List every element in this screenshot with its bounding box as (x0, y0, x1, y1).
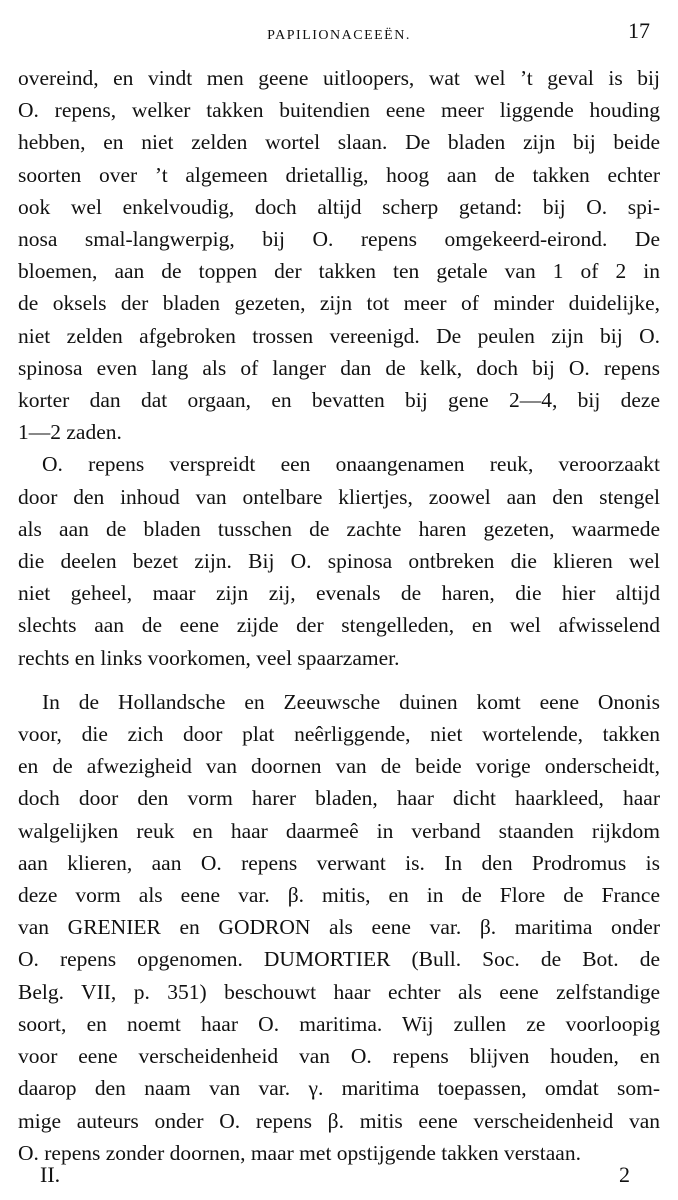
text-line: nosa smal-langwerpig, bij O. repens omgekeerd-eirond. De (18, 227, 660, 252)
text-line: voor eene verscheidenheid van O. repens blijven houden, en (18, 1044, 660, 1069)
text-line: rechts en links voorkomen, veel spaarzamer. (18, 645, 400, 670)
signature-mark: II. (40, 1162, 61, 1187)
text-line: die deelen bezet zijn. Bij O. spinosa ontbreken die klieren wel (18, 549, 660, 574)
text-line: 1—2 zaden. (18, 420, 122, 445)
text-line: deze vorm als eene var. β. mitis, en in de Flore de France (18, 883, 660, 908)
text-line: hebben, en niet zelden wortel slaan. De bladen zijn bij beide (18, 130, 660, 155)
page-footer (0, 1162, 678, 1192)
page-header (18, 14, 660, 44)
text-line: door den inhoud van ontelbare kliertjes, zoowel aan den stengel (18, 484, 660, 509)
text-line: soorten over ’t algemeen drietallig, hoog aan de takken echter (18, 162, 660, 187)
paragraph-3 (18, 686, 660, 1169)
text-line: slechts aan de eene zijde der stengelleden, en wel afwisselend (18, 613, 660, 638)
text-line: niet geheel, maar zijn zij, evenals de haren, die hier altijd (18, 581, 660, 606)
text-line: Belg. VII, p. 351) beschouwt haar echter als eene zelfstandige (18, 979, 660, 1004)
text-line: bloemen, aan de toppen der takken ten getale van 1 of 2 in (18, 259, 660, 284)
text-line: O. repens opgenomen. DUMORTIER (Bull. Soc. de Bot. de (18, 947, 660, 972)
text-line: overeind, en vindt men geene uitloopers, wat wel ’t geval is bij (18, 66, 660, 90)
text-line: In de Hollandsche en Zeeuwsche duinen komt eene Ononis (42, 689, 660, 714)
text-line: voor, die zich door plat neêrliggende, niet wortelende, takken (18, 722, 660, 747)
text-line: doch door den vorm harer bladen, haar dicht haarkleed, haar (18, 786, 660, 811)
text-line: niet zelden afgebroken trossen vereenigd. De peulen zijn bij O. (18, 323, 660, 348)
text-line: walgelijken reuk en haar daarmeê in verband staanden rijkdom (18, 818, 660, 843)
paragraph-1 (18, 62, 660, 448)
text-line: en de afwezigheid van doornen van de beide vorige onderscheidt, (18, 754, 660, 779)
text-line: als aan de bladen tusschen de zachte haren gezeten, waarmede (18, 516, 660, 541)
sheet-number: 2 (619, 1162, 630, 1187)
text-line: daarop den naam van var. γ. maritima toepassen, omdat som- (18, 1076, 660, 1101)
text-line: O. repens verspreidt een onaangenamen reuk, veroorzaakt (42, 452, 660, 477)
text-line: O. repens zonder doornen, maar met opstijgende takken verstaan. (18, 1140, 581, 1165)
text-line: mige auteurs onder O. repens β. mitis eene verscheidenheid van (18, 1108, 660, 1133)
paragraph-2 (18, 448, 660, 673)
text-line: O. repens, welker takken buitendien eene meer liggende houding (18, 98, 660, 123)
text-line: spinosa even lang als of langer dan de kelk, doch bij O. repens (18, 355, 660, 380)
text-line: van GRENIER en GODRON als eene var. β. maritima onder (18, 915, 660, 940)
page-number: 17 (628, 18, 650, 43)
text-line: ook wel enkelvoudig, doch altijd scherp getand: bij O. spi- (18, 194, 660, 219)
text-line: soort, en noemt haar O. maritima. Wij zullen ze voorloopig (18, 1011, 660, 1036)
text-line: korter dan dat orgaan, en bevatten bij gene 2—4, bij deze (18, 388, 660, 413)
text-line: de oksels der bladen gezeten, zijn tot meer of minder duidelijke, (18, 291, 660, 316)
text-line: aan klieren, aan O. repens verwant is. In den Prodromus is (18, 850, 660, 875)
running-head: PAPILIONACEEËN. (267, 28, 411, 43)
